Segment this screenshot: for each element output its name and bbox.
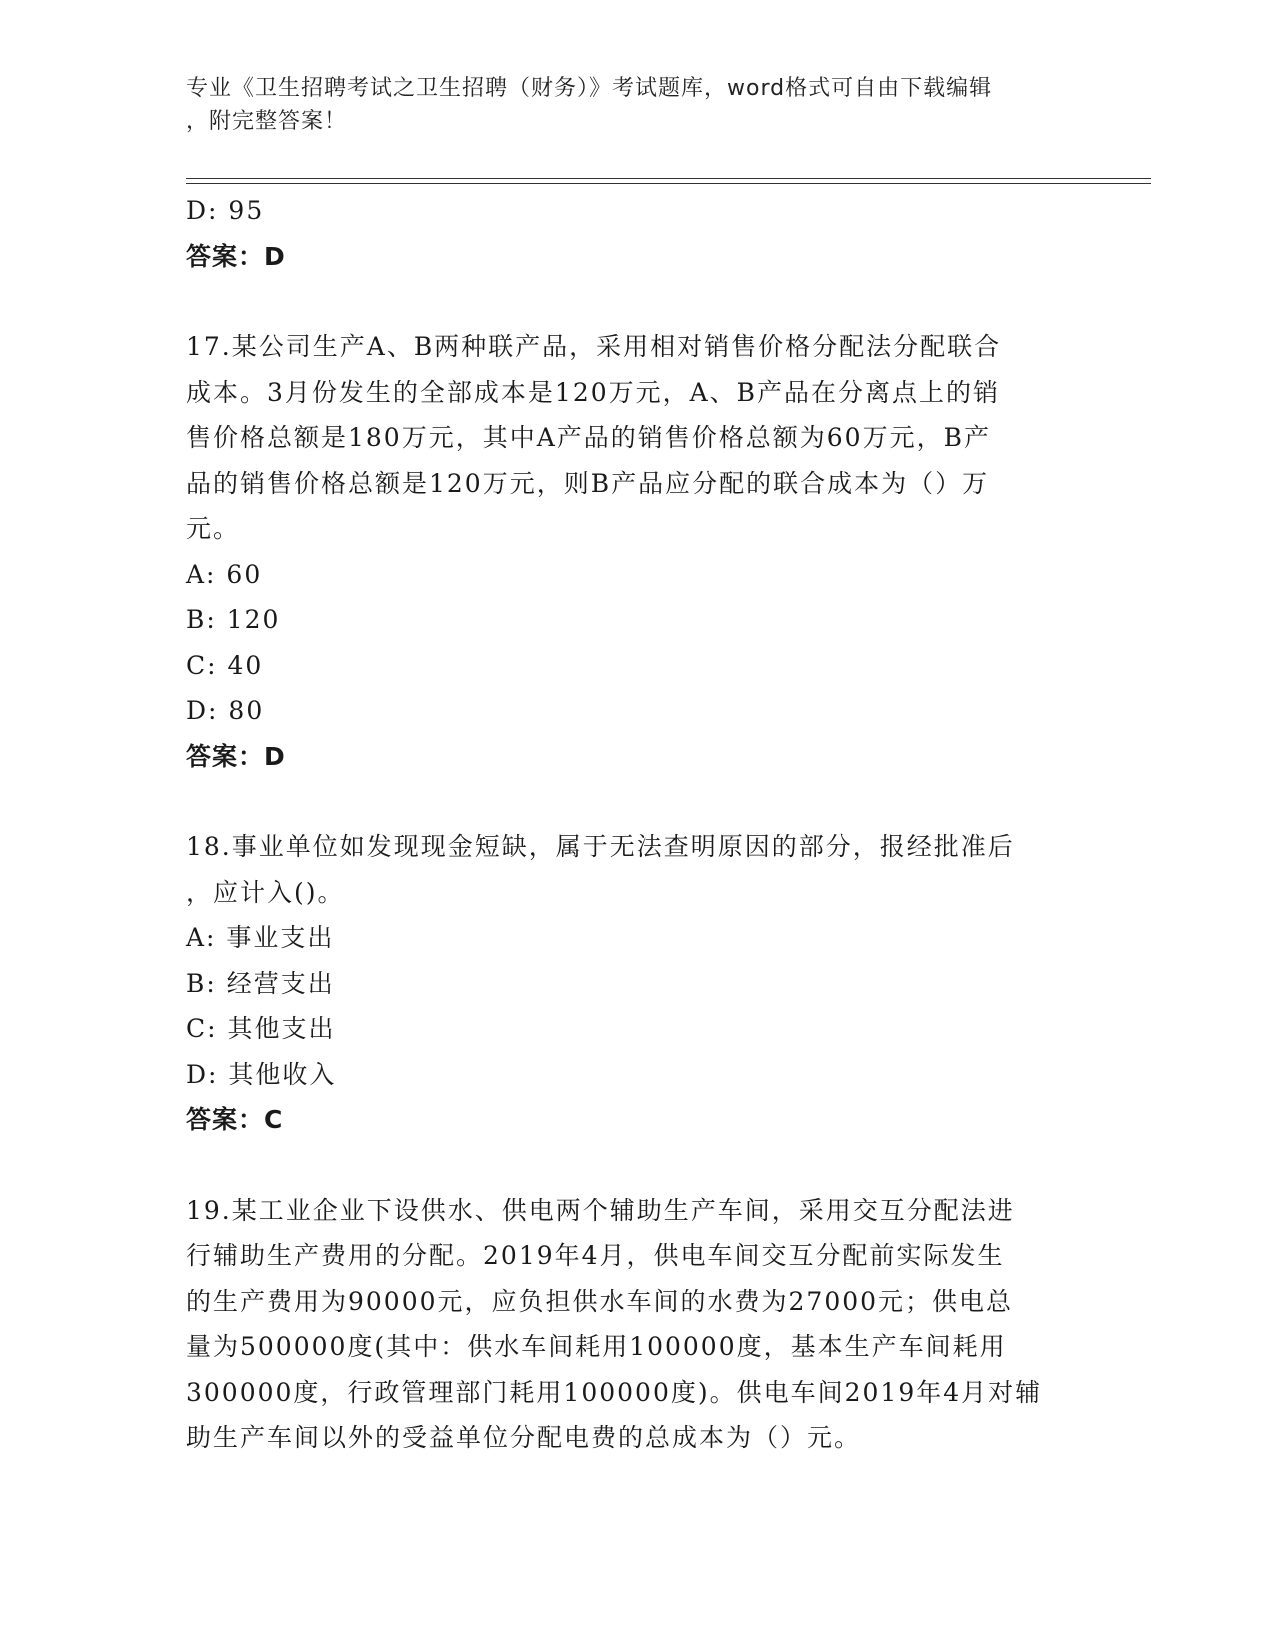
- answer-line: 答案：D: [186, 241, 286, 271]
- question-stem: [186, 824, 1086, 915]
- question-18: [186, 824, 1086, 1143]
- option-d: D: 其他收入: [186, 1059, 337, 1089]
- document-header: [186, 72, 1066, 138]
- option-c: C: 40: [186, 650, 264, 680]
- question-19: [186, 1188, 1086, 1461]
- option-a: A: 60: [186, 559, 263, 589]
- stem-line: 量为500000度(其中：供水车间耗用100000度，基本生产车间耗用: [186, 1332, 1007, 1361]
- answer-line: 答案：D: [186, 741, 286, 771]
- option-b: B: 经营支出: [186, 968, 335, 998]
- stem-line: 行辅助生产费用的分配。2019年4月，供电车间交互分配前实际发生: [186, 1241, 1005, 1270]
- option-b: B: 120: [186, 605, 281, 634]
- document-body: [186, 188, 1086, 1461]
- question-stem: [186, 1188, 1086, 1461]
- stem-line: 300000度，行政管理部门耗用100000度)。供电车间2019年4月对辅: [186, 1377, 1043, 1407]
- header-title-line-1: 专业《卫生招聘考试之卫生招聘（财务）》考试题库，word格式可自由下载编辑: [186, 76, 993, 101]
- option-a: A: 事业支出: [186, 923, 335, 952]
- stem-line: 品的销售价格总额是120万元，则B产品应分配的联合成本为（）万: [186, 468, 990, 498]
- option-d: D: 95: [186, 196, 265, 225]
- answer-line: 答案：C: [186, 1105, 284, 1134]
- stem-line: 18.事业单位如发现现金短缺，属于无法查明原因的部分，报经批准后: [186, 832, 1015, 861]
- stem-line: 成本。3月份发生的全部成本是120万元，A、B产品在分离点上的销: [186, 377, 1001, 407]
- stem-line: 售价格总额是180万元，其中A产品的销售价格总额为60万元，B产: [186, 423, 991, 452]
- header-title-line-2: ，附完整答案！: [186, 109, 348, 134]
- previous-question-tail: [186, 188, 1086, 279]
- stem-line: 的生产费用为90000元，应负担供水车间的水费为27000元；供电总: [186, 1286, 1014, 1316]
- option-c: C: 其他支出: [186, 1014, 336, 1043]
- question-17: [186, 324, 1086, 779]
- stem-line: ，应计入()。: [186, 877, 345, 907]
- stem-line: 17.某公司生产A、B两种联产品，采用相对销售价格分配法分配联合: [186, 332, 1002, 361]
- stem-line: 19.某工业企业下设供水、供电两个辅助生产车间，采用交互分配法进: [186, 1195, 1015, 1225]
- stem-line: 助生产车间以外的受益单位分配电费的总成本为（）元。: [186, 1423, 862, 1452]
- option-d: D: 80: [186, 696, 265, 725]
- header-divider: [186, 178, 1151, 184]
- question-stem: [186, 324, 1086, 552]
- stem-line: 元。: [186, 514, 241, 543]
